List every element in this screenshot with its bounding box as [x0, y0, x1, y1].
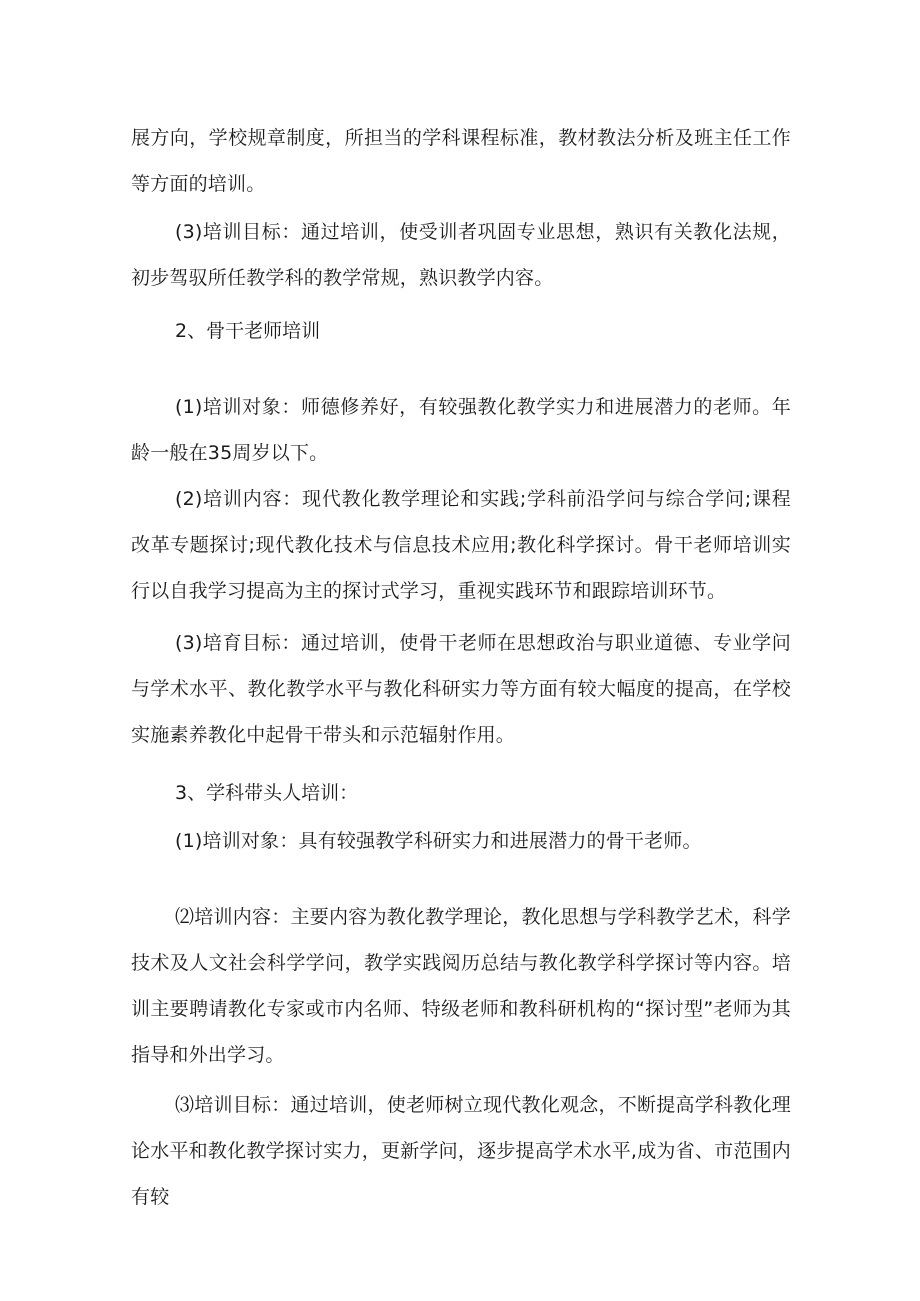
- paragraph-subject-leader-training-content: ⑵培训内容：主要内容为教化教学理论，教化思想与学科教学艺术，科学技术及人文社会科学学问，教学实践阅历总结与教化教学科学探讨等内容。培训主要聘请教化专家或市内名师、特级老师和教科研机构的“探讨型”老师为其指导和外出学习。: [131, 906, 791, 1066]
- paragraph-continuation-training-content: 展方向，学校规章制度，所担当的学科课程标准，教材教法分析及班主任工作等方面的培训。: [131, 127, 791, 195]
- paragraph-backbone-training-goal: (3)培育目标：通过培训，使骨干老师在思想政治与职业道德、专业学问与学术水平、教化教学水平与教化科研实力等方面有较大幅度的提高，在学校实施素养教化中起骨干带头和示范辐射作用。: [131, 632, 791, 746]
- paragraph-subject-leader-training-target: (1)培训对象：具有较强教学科研实力和进展潜力的骨干老师。: [175, 830, 702, 852]
- paragraph-backbone-training-target: (1)培训对象：师德修养好，有较强教化教学实力和进展潜力的老师。年龄一般在35周岁以下。: [131, 396, 791, 464]
- paragraph-new-teacher-training-goal: (3)培训目标：通过培训，使受训者巩固专业思想，熟识有关教化法规，初步驾驭所任教学科的教学常规，熟识教学内容。: [131, 221, 791, 289]
- section-heading-subject-leader-training: 3、学科带头人培训：: [175, 782, 359, 804]
- section-heading-backbone-teacher-training: 2、骨干老师培训: [175, 320, 321, 342]
- paragraph-subject-leader-training-goal: ⑶培训目标：通过培训，使老师树立现代教化观念，不断提高学科教化理论水平和教化教学探讨实力，更新学问，逐步提高学术水平,成为省、市范围内有较: [131, 1094, 791, 1208]
- paragraph-backbone-training-content: (2)培训内容：现代教化教学理论和实践;学科前沿学问与综合学问;课程改革专题探讨;现代教化技术与信息技术应用;教化科学探讨。骨干老师培训实行以自我学习提高为主的探讨式学习，重视实践环节和跟踪培训环节。: [131, 488, 791, 602]
